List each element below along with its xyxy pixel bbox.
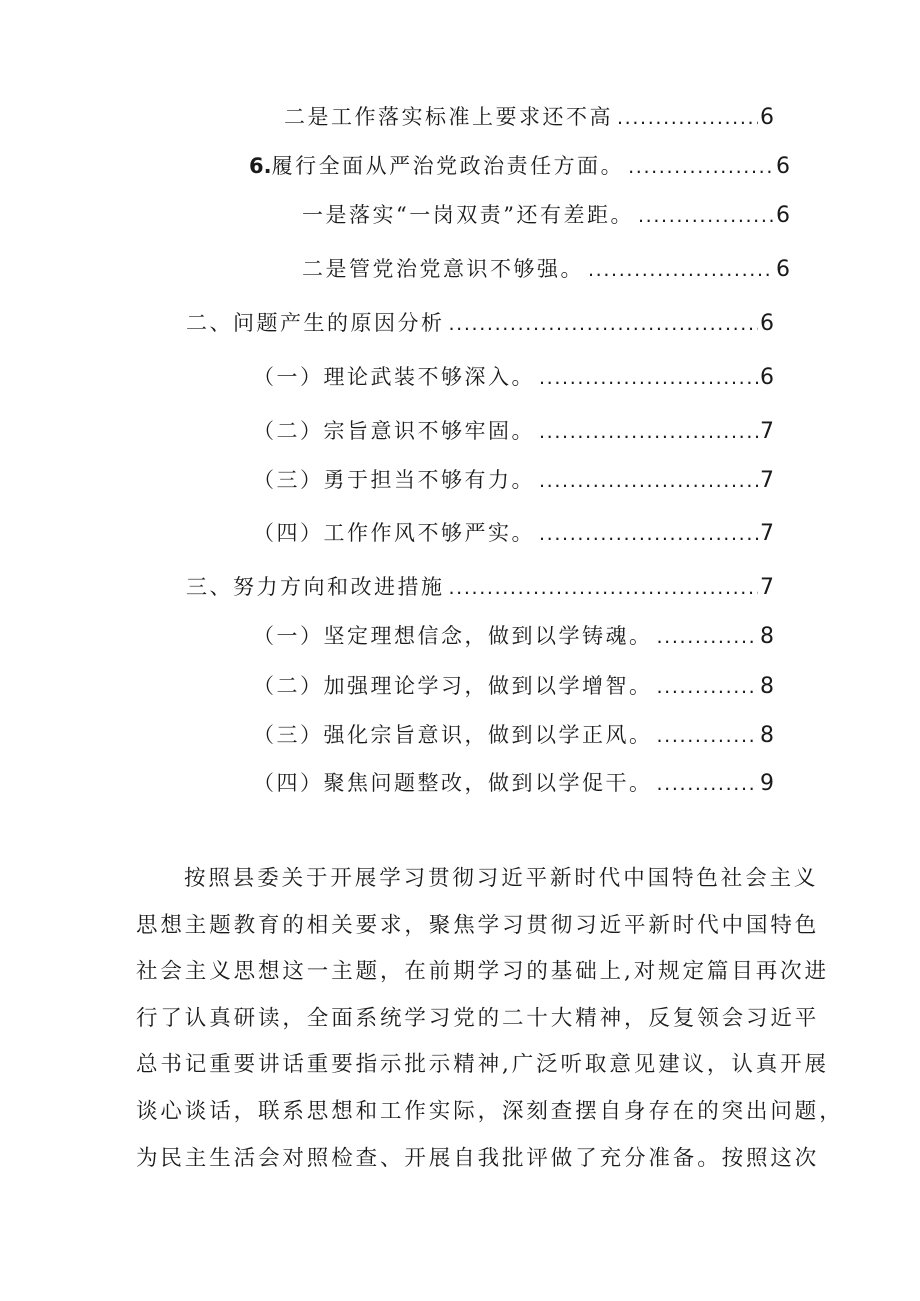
- paragraph-line: 社会主义思想这一主题，在前期学习的基础上,对规定篇目再次进: [136, 959, 829, 985]
- toc-entry-title: 二是管党治党意识不够强。: [302, 257, 584, 281]
- toc-entry[interactable]: [302, 200, 790, 230]
- toc-entry[interactable]: [186, 572, 774, 602]
- toc-page-number: 8: [760, 624, 774, 649]
- toc-entry-title: （一）理论武装不够深入。: [253, 365, 535, 389]
- toc-page-number: 7: [760, 521, 774, 546]
- toc-page-number: 6: [760, 311, 774, 336]
- toc-leader-dots: [653, 721, 759, 751]
- toc-page-number: 8: [760, 674, 774, 699]
- toc-entry-title: 二、问题产生的原因分析: [186, 311, 445, 335]
- toc-entry[interactable]: [302, 254, 790, 284]
- toc-entry-title: （四）工作作风不够严实。: [253, 521, 535, 545]
- toc-leader-dots: [535, 519, 758, 549]
- toc-leader-dots: [445, 309, 759, 339]
- paragraph-line: 按照县委关于开展学习贯彻习近平新时代中国特色社会主义: [184, 866, 819, 891]
- toc-page-number: 6: [776, 257, 790, 282]
- toc-entry[interactable]: [253, 416, 774, 446]
- toc-page-number: 6: [760, 365, 774, 390]
- toc-leader-dots: [613, 103, 758, 133]
- toc-entry-title: （二）宗旨意识不够牢固。: [253, 419, 535, 443]
- toc-leader-dots: [653, 622, 759, 652]
- toc-entry[interactable]: [253, 362, 774, 392]
- toc-leader-dots: [653, 672, 759, 702]
- toc-leader-dots: [634, 201, 774, 231]
- toc-entry[interactable]: [253, 720, 774, 750]
- toc-page-number: 7: [760, 419, 774, 444]
- toc-entry[interactable]: [253, 671, 774, 701]
- toc-leader-dots: [535, 466, 758, 496]
- toc-page-number: 6: [776, 154, 790, 179]
- paragraph-line: 总书记重要讲话重要指示批示精神,广泛听取意见建议，认真开展: [136, 1052, 829, 1078]
- toc-entry-title: （一）坚定理想信念，做到以学铸魂。: [253, 624, 653, 648]
- toc-entry-title: 履行全面从严治党政治责任方面。: [271, 154, 625, 178]
- toc-entry-title: （二）加强理论学习，做到以学增智。: [253, 674, 653, 698]
- toc-entry[interactable]: [186, 308, 774, 338]
- toc-leader-dots: [653, 769, 759, 799]
- toc-page-number: 6: [776, 203, 790, 228]
- toc-entry[interactable]: [284, 102, 774, 132]
- toc-leader-dots: [584, 255, 774, 285]
- toc-entry-title: （四）聚焦问题整改，做到以学促干。: [253, 771, 653, 795]
- toc-page-number: 7: [760, 575, 774, 600]
- toc-leader-dots: [535, 417, 758, 447]
- toc-page-number: 8: [760, 723, 774, 748]
- toc-entry-title: （三）强化宗旨意识，做到以学正风。: [253, 723, 653, 747]
- toc-page-number: 7: [760, 468, 774, 493]
- toc-page-number: 9: [760, 771, 774, 796]
- toc-entry-title: 三、努力方向和改进措施: [186, 575, 445, 599]
- toc-entry-title: 二是工作落实标准上要求还不高: [284, 105, 613, 129]
- toc-entry[interactable]: [253, 518, 774, 548]
- toc-entry-number: 6.: [249, 154, 272, 178]
- toc-entry[interactable]: [253, 768, 774, 798]
- toc-entry-title: （三）勇于担当不够有力。: [253, 468, 535, 492]
- toc-entry-title: 一是落实“一岗双责”还有差距。: [302, 203, 634, 227]
- toc-leader-dots: [445, 573, 759, 603]
- paragraph-line: 谈心谈话，联系思想和工作实际，深刻查摆自身存在的突出问题，: [136, 1098, 844, 1124]
- body-paragraph: [136, 856, 844, 1182]
- toc-entry[interactable]: [253, 465, 774, 495]
- paragraph-line: 行了认真研读，全面系统学习党的二十大精神，反复领会习近平: [136, 1005, 820, 1031]
- toc-leader-dots: [624, 152, 774, 182]
- paragraph-line: 思想主题教育的相关要求，聚焦学习贯彻习近平新时代中国特色: [136, 912, 820, 938]
- toc-entry[interactable]: [253, 621, 774, 651]
- toc-entry[interactable]: [249, 151, 790, 181]
- paragraph-line: 为民主生活会对照检查、开展自我批评做了充分准备。按照这次: [136, 1145, 820, 1171]
- toc-leader-dots: [535, 363, 758, 393]
- toc-page-number: 6: [760, 105, 774, 130]
